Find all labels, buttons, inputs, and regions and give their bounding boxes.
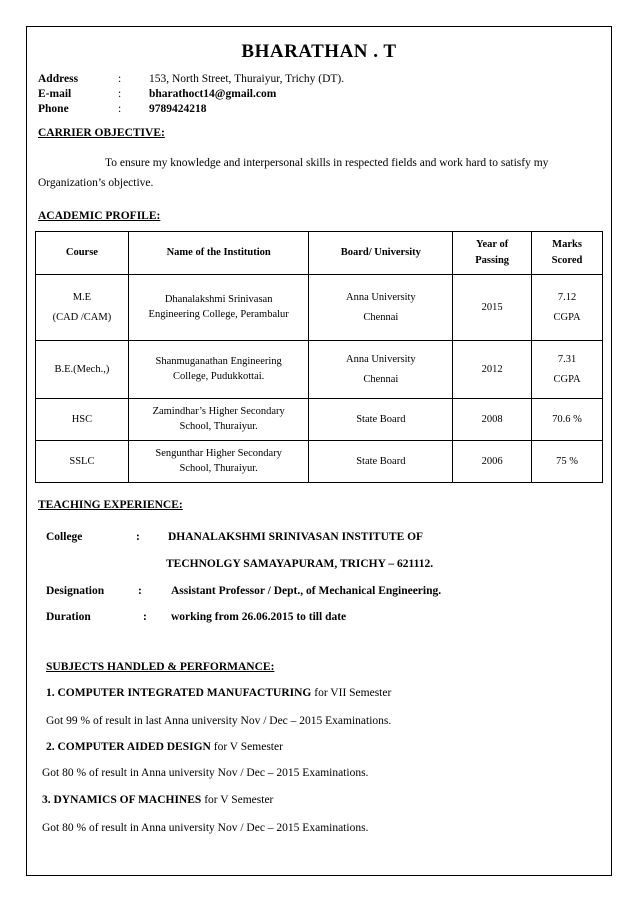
phone-label: Phone [38,103,69,115]
academic-heading: ACADEMIC PROFILE: [38,210,161,222]
board-cell: State Board [309,441,453,483]
subjects-heading: SUBJECTS HANDLED & PERFORMANCE: [46,661,275,673]
email-label: E-mail [38,88,72,100]
designation-separator: : [138,585,142,597]
designation-label: Designation [46,585,105,597]
board-cell: State Board [309,399,453,441]
address-label: Address [38,73,79,85]
table-row [36,341,603,399]
course-cell: M.E (CAD /CAM) [36,275,129,341]
objective-line-1: To ensure my knowledge and interpersonal skills in respected fields and work hard to satisfy my [105,157,549,169]
year-cell: 2008 [453,399,532,441]
institution-cell: Shanmuganathan Engineering College, Pudukkottai. [128,341,309,399]
address-value: 153, North Street, Thuraiyur, Trichy (DT). [149,73,345,85]
institution-cell: Zamindhar’s Higher Secondary School, Thuraiyur. [128,399,309,441]
table-row [36,441,603,483]
objective-line-2: Organization’s objective. [38,177,154,189]
teaching-heading: TEACHING EXPERIENCE: [38,499,183,511]
col-header-year: Year of Passing [453,232,532,275]
duration-separator: : [143,611,147,623]
course-cell: HSC [36,399,129,441]
email-value: bharathoct14@gmail.com [149,88,277,100]
year-cell: 2006 [453,441,532,483]
board-cell: Anna University Chennai [309,341,453,399]
address-separator: : [118,73,122,85]
marks-cell: 75 % [532,441,603,483]
col-header-board: Board/ University [309,232,453,275]
institution-cell: Sengunthar Higher Secondary School, Thuraiyur. [128,441,309,483]
course-cell: B.E.(Mech.,) [36,341,129,399]
marks-cell: 70.6 % [532,399,603,441]
designation-value: Assistant Professor / Dept., of Mechanical Engineering. [171,585,442,597]
board-cell: Anna University Chennai [309,275,453,341]
subject-title: 1. COMPUTER INTEGRATED MANUFACTURING for VII Semester [46,687,392,699]
subject-result: Got 80 % of result in Anna university Nov / Dec – 2015 Examinations. [42,767,369,779]
marks-cell: 7.12 CGPA [532,275,603,341]
subject-result: Got 99 % of result in last Anna university Nov / Dec – 2015 Examinations. [46,715,392,727]
table-header-row [36,232,603,275]
col-header-institution: Name of the Institution [128,232,309,275]
institution-cell: Dhanalakshmi Srinivasan Engineering College, Perambalur [128,275,309,341]
table-row [36,399,603,441]
course-cell: SSLC [36,441,129,483]
year-cell: 2012 [453,341,532,399]
marks-cell: 7.31 CGPA [532,341,603,399]
duration-value: working from 26.06.2015 to till date [171,611,347,623]
col-header-course: Course [36,232,129,275]
duration-label: Duration [46,611,91,623]
college-label: College [46,531,83,543]
college-name-line-2: TECHNOLGY SAMAYAPURAM, TRICHY – 621112. [166,558,434,570]
subject-title: 2. COMPUTER AIDED DESIGN for V Semester [46,741,283,753]
email-separator: : [118,88,122,100]
subject-result: Got 80 % of result in Anna university Nov / Dec – 2015 Examinations. [42,822,369,834]
subject-title: 3. DYNAMICS OF MACHINES for V Semester [42,794,274,806]
objective-heading: CARRIER OBJECTIVE: [38,127,165,139]
year-cell: 2015 [453,275,532,341]
college-name-line-1: DHANALAKSHMI SRINIVASAN INSTITUTE OF [168,531,424,543]
phone-separator: : [118,103,122,115]
table-row [36,275,603,341]
candidate-name: BHARATHAN . T [241,41,397,62]
col-header-marks: Marks Scored [532,232,603,275]
academic-table [35,231,603,483]
resume-page [26,26,612,876]
phone-value: 9789424218 [149,103,207,115]
college-separator: : [136,531,140,543]
